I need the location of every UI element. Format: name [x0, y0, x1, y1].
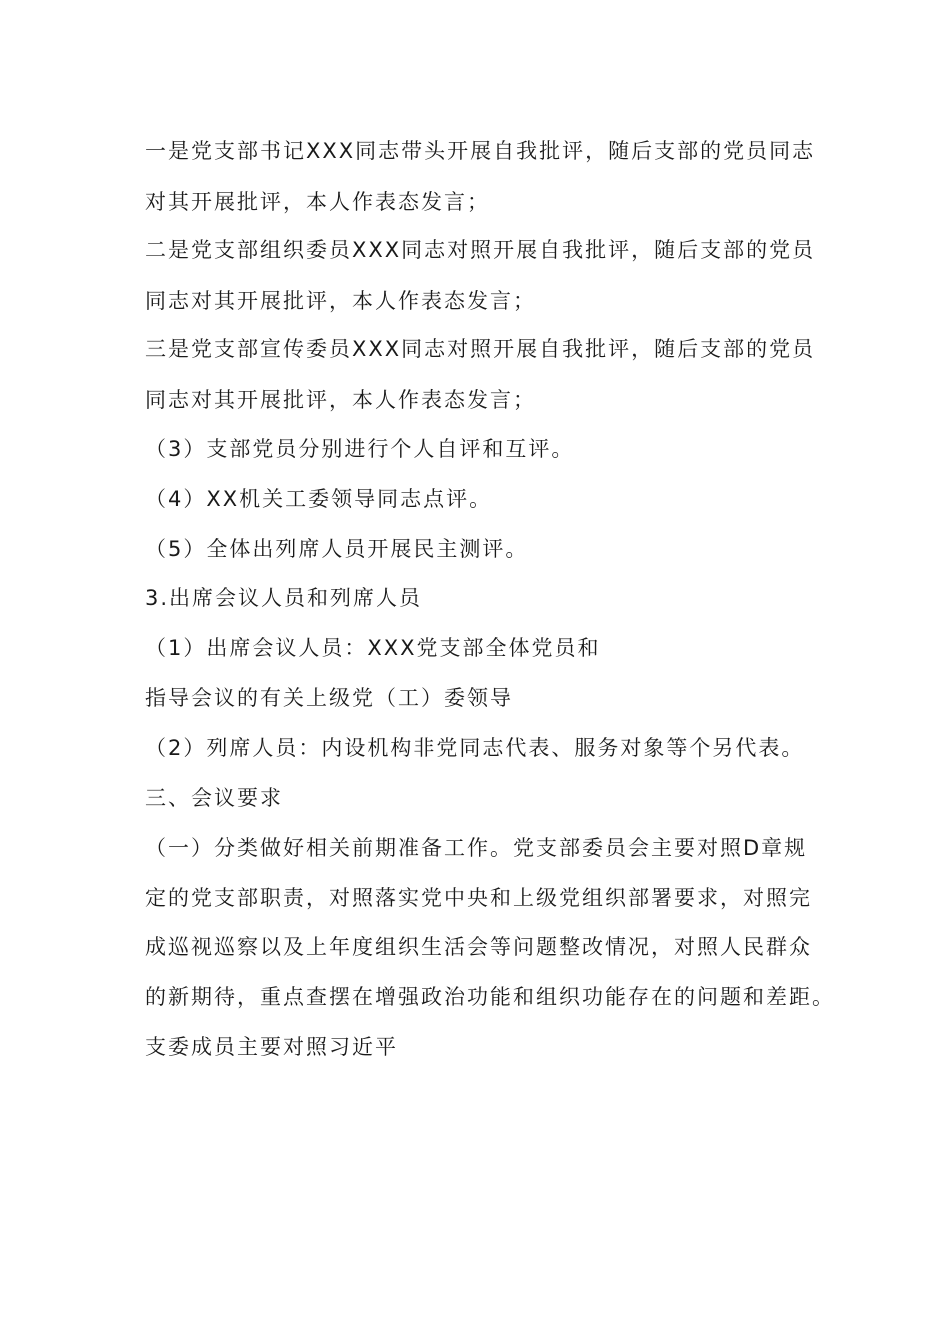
paragraph-line: 成巡视巡察以及上年度组织生活会等问题整改情况，对照人民群众	[145, 935, 812, 959]
list-item: （5）全体出列席人员开展民主测评。	[145, 537, 529, 561]
paragraph-line: 同志对其开展批评，本人作表态发言；	[145, 289, 536, 313]
list-item: （3）支部党员分别进行个人自评和互评。	[145, 437, 575, 461]
section-heading: 3.出席会议人员和列席人员	[145, 586, 423, 610]
paragraph-line: 二是党支部组织委员XXX同志对照开展自我批评，随后支部的党员	[145, 238, 816, 262]
list-item: （2）列席人员：内设机构非党同志代表、服务对象等个另代表。	[145, 736, 805, 760]
paragraph-line: 三是党支部宣传委员XXX同志对照开展自我批评，随后支部的党员	[145, 337, 816, 361]
paragraph-line: 对其开展批评，本人作表态发言；	[145, 190, 490, 214]
paragraph-line: （一）分类做好相关前期准备工作。党支部委员会主要对照D章规	[145, 836, 808, 860]
paragraph-line: 定的党支部职责，对照落实党中央和上级党组织部署要求，对照完	[145, 886, 812, 910]
section-heading: 三、会议要求	[145, 786, 283, 810]
paragraph-line: 支委成员主要对照习近平	[145, 1035, 398, 1059]
list-item: （1）出席会议人员：XXX党支部全体党员和	[145, 636, 601, 660]
paragraph-line: 指导会议的有关上级党（工）委领导	[145, 686, 513, 710]
paragraph-line: 同志对其开展批评，本人作表态发言；	[145, 388, 536, 412]
paragraph-line: 的新期待，重点查摆在增强政治功能和组织功能存在的问题和差距。	[145, 985, 835, 1009]
paragraph-line: 一是党支部书记XXX同志带头开展自我批评，随后支部的党员同志	[145, 139, 816, 163]
list-item: （4）XX机关工委领导同志点评。	[145, 487, 493, 511]
